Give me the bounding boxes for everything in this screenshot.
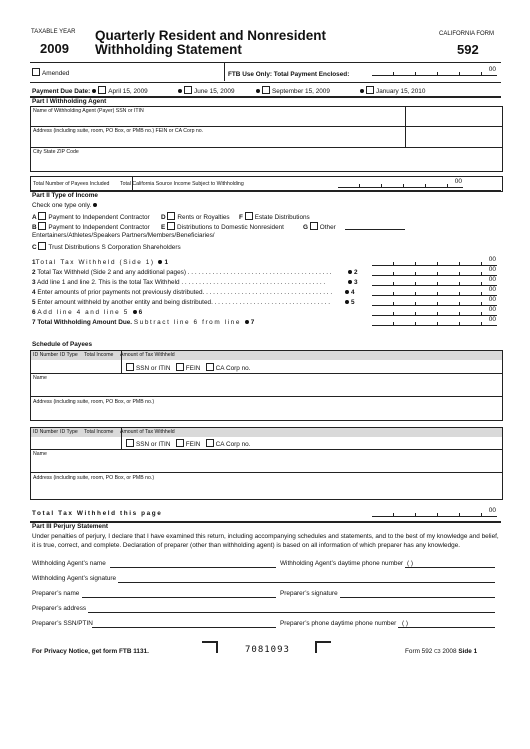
preparer-address-line[interactable] [88,612,495,613]
taxable-year-label: TAXABLE YEAR [31,29,76,35]
check-one-label [32,202,99,209]
preparer-signature-line[interactable] [340,597,495,598]
line-6 [32,309,142,316]
type-c-letter: C [32,244,37,251]
agent-phone-paren: ( ) [407,560,414,567]
payee-2-ssn-checkbox[interactable] [126,439,134,447]
payment-due-label: Payment Due Date: [32,88,91,95]
agent-signature-line[interactable] [118,582,495,583]
form-barcode-number: 7081093 [245,645,290,655]
line-5-amount[interactable] [372,296,497,306]
agent-row-divider-2 [30,147,502,148]
perjury-statement: Under penalties of perjury, I declare that I have examined this return, including accompanying schedules and statements, and to the best of my knowledge and belief, it is true, correct, and complete. Declaration of preparer (other than withholding agent) is based on all information of which preparer has any knowledge. [32,533,499,549]
agent-row-divider-1 [30,126,502,127]
type-g-label: Other [319,224,336,231]
line-4-cents: 00 [488,286,496,293]
total-income-field[interactable] [338,178,463,188]
due-date-2-row[interactable] [176,86,235,95]
agent-name-label: Name of Withholding Agent (Payer) SSN or ITIN [33,108,144,114]
type-f-checkbox[interactable] [245,212,253,220]
payee-2-corp-label: CA Corp no. [215,441,251,448]
line-2-ref: 2 [354,269,358,276]
payee-1-name-label: Name [33,375,47,381]
payee-2-name-label: Name [33,451,47,457]
agent-name-line[interactable] [110,567,276,568]
income-type-b[interactable] [32,222,150,231]
form-number: 592 [457,42,479,57]
payee-1-col-id: ID Number [33,352,59,358]
ftb-use-label: FTB Use Only: Total Payment Enclosed: [228,71,350,78]
due-date-4-checkbox[interactable] [366,86,374,94]
line-3-cents: 00 [488,276,496,283]
type-d-label: Rents or Royalties [177,214,230,221]
california-form-label: CALIFORNIA FORM [439,31,495,37]
payee-2-divider-1 [30,449,502,450]
income-type-d[interactable] [161,212,230,221]
type-e-label: Distributions to Domestic Nonresident [177,224,284,231]
ftb-total-payment-field [372,66,497,76]
line-3-ref-wrap [346,279,358,286]
payee-1-address-field[interactable] [33,407,498,417]
due-date-3-checkbox[interactable] [262,86,270,94]
line-7-text: Total Withholding Amount Due. [37,319,133,326]
part2-number: Part II [32,192,50,199]
ftb-divider [224,62,225,81]
payee-1-col-income: Total Income [84,352,114,358]
type-b-label: Payment to Independent Contractor [48,224,150,231]
agent-phone-line[interactable] [405,567,495,568]
agent-signature-label: Withholding Agent’s signature [32,575,117,582]
line-2-ref-wrap [346,269,358,276]
income-type-f[interactable] [239,212,310,221]
part3-heading [32,523,108,530]
preparer-ssn-label: Preparer’s SSN/PTIN [32,620,93,627]
payee-1-col-divider [121,351,122,373]
line-7-ref: 7 [250,319,255,326]
agent-fein-field[interactable] [408,137,498,146]
agent-city-field[interactable] [33,157,498,167]
payee-1-corp-checkbox[interactable] [206,363,214,371]
payee-2-divider-2 [30,472,502,473]
due-date-4: January 15, 2010 [376,88,426,95]
form-footer-ref [405,648,477,655]
preparer-name-label: Preparer’s name [32,590,80,597]
income-types-continued: Entertainers/Athletes/Speakers Partners/Members/Beneficiaries/ [32,232,215,239]
line-7-amount[interactable] [372,316,497,326]
line-1-cents: 00 [488,256,496,263]
preparer-name-line[interactable] [82,597,276,598]
amended-divider [30,82,501,83]
preparer-phone-line[interactable] [398,627,495,628]
line-2-num: 2 [32,269,36,276]
payee-1-fein-label: FEIN [185,365,201,372]
line-3-amount[interactable] [372,276,497,286]
income-type-e[interactable] [161,222,284,231]
line-3-num: 3 [32,279,36,286]
part2-heading [32,192,98,199]
total-payees-label: Total Number of Payees Included [33,181,110,187]
type-d-letter: D [161,214,166,221]
payee-2-name-field[interactable] [33,459,498,469]
agent-ssn-field[interactable] [408,116,498,125]
due-date-2-checkbox[interactable] [184,86,192,94]
line-6-cents: 00 [488,306,496,313]
part3-title: Perjury Statement [53,523,109,530]
footer-year: 2008 [442,648,457,655]
income-type-c[interactable] [32,242,181,251]
check-one-text: Check one type only. [32,202,92,209]
income-cents: 00 [454,178,462,185]
line-3-ref: 3 [354,279,358,286]
payee-1-col-tax: Amount of Tax Withheld [120,352,175,358]
type-e-checkbox[interactable] [167,222,175,230]
due-date-1: April 15, 2009 [108,88,148,95]
line-4-num: 4 [32,289,36,296]
payee-1-divider-1 [30,373,502,374]
line-5-text: Enter amount withheld by another entity and being distributed. . . . . . . . . . . . . . . . . . . . . . . . . . . . . . . . . . [37,299,331,306]
total-income-label: Total California Source Income Subject to Withholding [120,181,244,187]
tax-year: 2009 [40,41,69,56]
payee-2-address-label: Address (including suite, room, PO Box, or PMB no.) [33,475,155,481]
agent-name-field[interactable] [33,116,401,125]
total-page-amount[interactable] [372,507,497,517]
line-3 [32,279,367,286]
line-1-amount[interactable] [372,256,497,266]
agent-address-label: Address (including suite, room, PO Box, or PMB no.) FEIN or CA Corp no. [33,128,204,134]
footer-form: Form 592 [405,648,433,655]
type-c-label: Trust Distributions S Corporation Shareholders [48,244,181,251]
payment-due-row [32,86,148,95]
line-2-cents: 00 [488,266,496,273]
line-7-cents: 00 [488,316,496,323]
line-7-num: 7 [32,319,36,326]
payee-1-col-type: ID Type [60,352,78,358]
line-3-text: Add line 1 and line 2. This is the total Tax Withheld . . . . . . . . . . . . . . . . . . . . . . . . . . . . . . . . . . . . . . . . . [37,279,326,286]
agent-address-field[interactable] [33,137,401,146]
payee-2-col-tax: Amount of Tax Withheld [120,429,175,435]
payee-2-fein-checkbox[interactable] [176,439,184,447]
agent-phone-label: Withholding Agent’s daytime phone number [280,560,404,567]
line-4 [32,289,344,296]
type-f-label: Estate Distributions [254,214,310,221]
agent-name-sig-label: Withholding Agent’s name [32,560,106,567]
line-2-amount[interactable] [372,266,497,276]
line-5-ref: 5 [351,299,355,306]
preparer-address-label: Preparer’s address [32,605,87,612]
part1-heading [32,98,106,105]
type-f-letter: F [239,214,243,221]
header-divider [30,62,501,63]
payee-2-address-field[interactable] [33,483,498,493]
total-page-label: Total Tax Withheld this page [32,510,163,517]
type-c-checkbox[interactable] [38,242,46,250]
type-d-checkbox[interactable] [167,212,175,220]
line-7-text2: Subtract line 6 from line [133,319,241,326]
footer-side: Side 1 [458,648,478,655]
total-page-cents: 00 [488,507,496,514]
line-6-num: 6 [32,309,36,316]
line-5-ref-wrap [343,299,355,306]
preparer-phone-label: Preparer’s phone daytime phone number [280,620,397,627]
type-a-checkbox[interactable] [38,212,46,220]
payee-1-name-field[interactable] [33,383,498,393]
preparer-signature-label: Preparer’s signature [280,590,338,597]
due-date-3-row[interactable] [254,86,330,95]
line-2-text: Total Tax Withheld (Side 2 and any additional pages) . . . . . . . . . . . . . . . . . . . . . . . . . . . . . . . . . . . . . . . . . [37,269,332,276]
type-b-checkbox[interactable] [38,222,46,230]
form-title-line1: Quarterly Resident and Nonresident [95,28,327,43]
income-type-a[interactable] [32,212,150,221]
payee-1-divider-2 [30,396,502,397]
payee-2-col-type: ID Type [60,429,78,435]
due-date-1-checkbox[interactable] [98,86,106,94]
line-6-ref: 6 [138,309,143,316]
line-4-amount[interactable] [372,286,497,296]
type-b-letter: B [32,224,37,231]
part2-rule [30,190,501,192]
payee-1-corp-label: CA Corp no. [215,365,251,372]
amended-checkbox[interactable] [32,68,40,76]
form-title-line2: Withholding Statement [95,42,242,57]
due-date-3: September 15, 2009 [272,88,330,95]
privacy-notice: For Privacy Notice, get form FTB 1131. [32,648,149,655]
line-6-text: Add line 4 and line 5 [37,309,129,316]
payee-1-ssn-label: SSN or ITIN [136,365,171,372]
line-5-cents: 00 [488,296,496,303]
line-1-text: Total Tax Withheld (Side 1) [35,259,155,266]
line-1-ref: 1 [164,259,168,266]
amended-checkbox-row[interactable] [32,68,69,77]
type-a-letter: A [32,214,37,221]
other-specify-line[interactable] [345,229,405,230]
line-1-num: 1 [32,259,36,266]
agent-city-label: City State ZIP Code [33,149,79,155]
footer-form-code: C3 [434,649,441,655]
type-e-letter: E [161,224,166,231]
scan-corner-right [315,641,331,653]
payee-1-fein-checkbox[interactable] [176,363,184,371]
payee-1-ssn-checkbox[interactable] [126,363,134,371]
type-g-letter: G [303,224,308,231]
payee-1-address-label: Address (including suite, room, PO Box, or PMB no.) [33,399,155,405]
due-date-2: June 15, 2009 [194,88,235,95]
agent-col-divider [405,106,406,147]
line-5 [32,299,344,306]
schedule-title: Schedule of Payees [32,341,93,348]
line-7 [32,319,254,326]
part3-number: Part III [32,523,52,530]
type-g-checkbox[interactable] [310,222,318,230]
payee-2-ssn-label: SSN or ITIN [136,441,171,448]
part1-title: Withholding Agent [49,98,107,105]
line-1 [32,259,168,266]
preparer-ssn-line[interactable] [92,627,276,628]
amended-label: Amended [42,70,70,77]
scan-corner-left [202,641,218,653]
type-a-label: Payment to Independent Contractor [48,214,150,221]
payee-1-id-type-options [126,363,250,372]
payee-2-col-divider [121,428,122,449]
line-6-amount[interactable] [372,306,497,316]
due-date-4-row[interactable] [358,86,425,95]
line-2 [32,269,367,276]
ftb-cents: 00 [488,66,496,73]
payee-2-col-income: Total Income [84,429,114,435]
part2-title: Type of Income [51,192,98,199]
line-4-ref-wrap [343,289,355,296]
preparer-phone-paren: ( ) [402,620,409,627]
payee-2-corp-checkbox[interactable] [206,439,214,447]
line-4-text: Enter amounts of prior payments not previously distributed. . . . . . . . . . . . . . . . . . . . . . . . . . . . . . . . . . . . . [37,289,333,296]
income-type-g[interactable] [303,222,336,231]
payee-2-fein-label: FEIN [185,441,201,448]
payee-2-id-type-options [126,439,250,448]
line-4-ref: 4 [351,289,355,296]
part1-number: Part I [32,98,48,105]
line-5-num: 5 [32,299,36,306]
payee-2-col-id: ID Number [33,429,59,435]
